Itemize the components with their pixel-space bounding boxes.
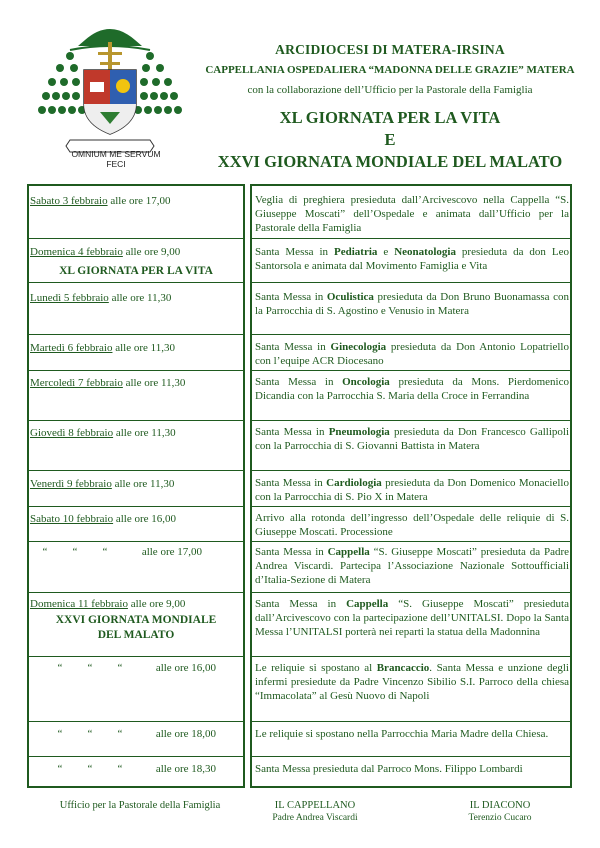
schedule-description: Santa Messa in Pediatria e Neonatologia presieduta da don Leo Santorsola e animata dal Movimento Famiglia e Vita [255,246,570,272]
schedule-description: Santa Messa presieduta dal Parroco Mons. Filippo Lombardi [255,763,523,775]
schedule-description: Veglia di preghiera presieduta dall’Arcivescovo nella Cappella “S. Giuseppe Moscati” dell’Ospedale e animata dall’Ufficio per la Pastorale della Famiglia [255,194,569,234]
event-title-vita: XL GIORNATA PER LA VITA [279,108,501,127]
schedule-date: Giovedì 8 febbraio alle ore 11,30 [30,427,176,439]
archbishop-coat-of-arms-icon [30,12,190,172]
schedule-date: “ “ “ alle ore 16,00 [57,662,216,674]
event-title-malato: XXVI GIORNATA MONDIALE DEL MALATO [217,152,563,171]
schedule-date: Domenica 4 febbraio alle ore 9,00 XL GIORNATA PER LA VITA [30,246,213,277]
schedule-description: Arrivo alla rotonda dell’ingresso dell’Ospedale delle reliquie di S. Giuseppe Moscati. Processione [255,512,569,538]
schedule-description: Le reliquie si spostano nella Parrocchia Maria Madre della Chiesa. [255,728,549,740]
footer-chaplain: IL CAPPELLANO Padre Andrea Viscardi [272,800,358,823]
schedule-date: Martedì 6 febbraio alle ore 11,30 [30,342,175,354]
schedule-description: Santa Messa in Cappella “S. Giuseppe Moscati” presieduta dall’Arcivescovo con la partecipazione dell’UNITALSI. Dopo la Santa Messa l’UNITALSI porterà nei reparti la statua della Madonnina [255,598,569,638]
schedule-date: “ “ “ alle ore 18,30 [57,763,216,775]
schedule-description: Santa Messa in Oculistica presieduta da Don Bruno Buonamassa con la Parrocchia di S. Agostino e Venusio in Matera [255,291,569,317]
schedule-description: Santa Messa in Cappella “S. Giuseppe Moscati” presieduta da Padre Andrea Viscardi. Partecipa l’Associazione Nazionale Sottoufficiali d’Italia-Sezione di Matera [255,546,569,586]
schedule-date: “ “ “ alle ore 18,00 [57,728,216,740]
event-title-conjunction: E [384,130,396,149]
footer-office: Ufficio per la Pastorale della Famiglia [59,800,221,811]
coat-of-arms-motto: OMNIUM ME SERVUM FECI [71,149,161,169]
schedule-date: Sabato 10 febbraio alle ore 16,00 [30,513,177,525]
footer-deacon: IL DIACONO Terenzio Cucaro [468,800,532,823]
schedule-description: Santa Messa in Cardiologia presieduta da Don Domenico Monaciello con la Parrocchia di S. Pio X in Matera [255,477,569,503]
schedule-date: Lunedì 5 febbraio alle ore 11,30 [30,292,172,304]
schedule-date: “ “ “ alle ore 17,00 [42,546,202,558]
schedule-date: Sabato 3 febbraio alle ore 17,00 [30,195,171,207]
collaboration-line: con la collaborazione dell’Ufficio per la Pastorale della Famiglia [247,84,533,96]
chaplaincy-title: CAPPELLANIA OSPEDALIERA “MADONNA DELLE GRAZIE” MATERA [205,64,575,76]
schedule-date: Domenica 11 febbraio alle ore 9,00 XXVI GIORNATA MONDIALE DEL MALATO [30,598,217,641]
schedule-date: Mercoledì 7 febbraio alle ore 11,30 [30,377,186,389]
schedule-description: Santa Messa in Pneumologia presieduta da Don Francesco Gallipoli con la Parrocchia di S. Giovanni Battista in Matera [255,426,569,452]
diocese-title: ARCIDIOCESI DI MATERA-IRSINA [275,42,505,57]
schedule-description: Le reliquie si spostano al Brancaccio. Santa Messa e unzione degli infermi presiedute da Padre Vincenzo Sibilio S.I. Parroco della chiesa “Immacolata” al Gesù Nuovo di Napoli [255,662,569,702]
schedule-description: Santa Messa in Ginecologia presieduta da Don Antonio Lopatriello con l’equipe ACR Diocesano [255,341,569,367]
schedule-description: Santa Messa in Oncologia presieduta da Mons. Pierdomenico Dicandia con la Parrocchia S. Maria della Croce in Ferrandina [255,376,569,402]
schedule-date: Venerdì 9 febbraio alle ore 11,30 [30,478,175,490]
